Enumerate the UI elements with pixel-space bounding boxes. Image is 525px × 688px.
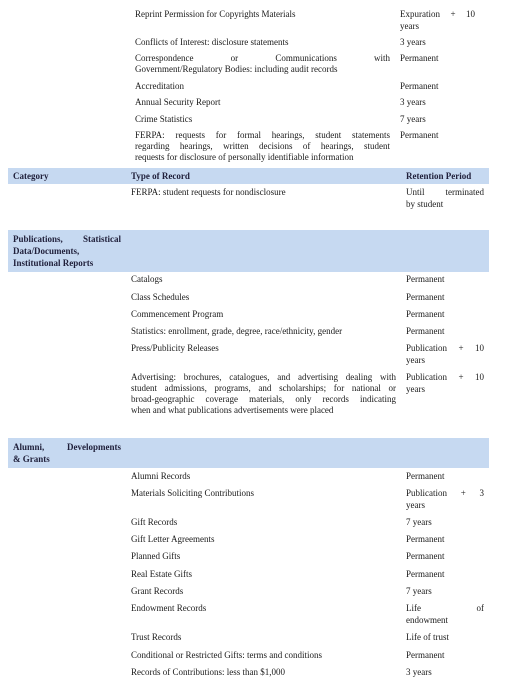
record-cell: Commencement Program bbox=[131, 309, 224, 319]
retention-cell: Permanent bbox=[400, 130, 439, 140]
retention-cell: Life of bbox=[406, 603, 484, 613]
retention-cell-cont: years bbox=[400, 21, 419, 31]
section-title-publications: Publications, Statistical bbox=[13, 234, 121, 244]
section-title-alumni: & Grants bbox=[13, 454, 50, 464]
record-cell: Crime Statistics bbox=[135, 114, 193, 124]
record-cell: Gift Records bbox=[131, 517, 178, 527]
retention-cell: Permanent bbox=[406, 650, 445, 660]
retention-cell: 7 years bbox=[400, 114, 426, 124]
record-cell-cont: student admissions, programs, and scholarships; for national or bbox=[131, 383, 396, 393]
record-cell: Endowment Records bbox=[131, 603, 207, 613]
record-cell: Records of Contributions: less than $1,000 bbox=[131, 667, 285, 677]
record-cell: Materials Soliciting Contributions bbox=[131, 488, 254, 498]
record-cell: Statistics: enrollment, grade, degree, race/ethnicity, gender bbox=[131, 326, 343, 336]
retention-cell: Permanent bbox=[406, 534, 445, 544]
record-cell: Catalogs bbox=[131, 274, 163, 284]
retention-cell: Permanent bbox=[400, 53, 439, 63]
record-cell: Trust Records bbox=[131, 632, 182, 642]
record-cell: Correspondence or Communications with bbox=[135, 53, 390, 63]
retention-cell: Permanent bbox=[400, 81, 439, 91]
record-cell: Press/Publicity Releases bbox=[131, 343, 219, 353]
retention-cell-cont: years bbox=[406, 384, 425, 394]
retention-cell-cont: by student bbox=[406, 199, 444, 209]
record-cell: Grant Records bbox=[131, 586, 184, 596]
retention-cell: Permanent bbox=[406, 551, 445, 561]
header-category: Category bbox=[13, 171, 49, 181]
retention-cell: Permanent bbox=[406, 274, 445, 284]
retention-cell: Permanent bbox=[406, 326, 445, 336]
record-cell-cont: regarding hearings, written decisions of hearings, student bbox=[135, 141, 390, 151]
retention-cell: Permanent bbox=[406, 471, 445, 481]
section-title-publications: Institutional Reports bbox=[13, 258, 94, 268]
retention-cell: Permanent bbox=[406, 569, 445, 579]
record-cell: Reprint Permission for Copyrights Materials bbox=[135, 9, 296, 19]
header-retention-period: Retention Period bbox=[406, 171, 472, 181]
retention-cell: 3 years bbox=[406, 667, 432, 677]
record-cell: Class Schedules bbox=[131, 292, 190, 302]
record-cell-cont: broad-geographic coverage materials, only records indicating bbox=[131, 394, 396, 404]
retention-cell: 3 years bbox=[400, 37, 426, 47]
retention-cell: 7 years bbox=[406, 586, 432, 596]
section-title-alumni: Alumni, Developments bbox=[13, 442, 121, 452]
retention-cell-cont: endowment bbox=[406, 615, 448, 625]
retention-cell: 3 years bbox=[400, 97, 426, 107]
retention-cell: Until terminated bbox=[406, 187, 484, 197]
retention-cell: Expuration + 10 bbox=[400, 9, 475, 19]
retention-cell: Publication + 3 bbox=[406, 488, 484, 498]
record-cell-cont: Government/Regulatory Bodies: including audit records bbox=[135, 64, 338, 74]
record-cell: Conditional or Restricted Gifts: terms and conditions bbox=[131, 650, 322, 660]
record-cell: Real Estate Gifts bbox=[131, 569, 192, 579]
record-cell: Annual Security Report bbox=[135, 97, 221, 107]
retention-cell-cont: years bbox=[406, 355, 425, 365]
record-cell: FERPA: requests for formal hearings, student statements bbox=[135, 130, 390, 140]
retention-cell: 7 years bbox=[406, 517, 432, 527]
section-title-publications: Data/Documents, bbox=[13, 246, 80, 256]
retention-cell: Publication + 10 bbox=[406, 372, 484, 382]
record-cell-cont: when and what publications advertisements were placed bbox=[131, 405, 334, 415]
record-cell: Conflicts of Interest: disclosure statements bbox=[135, 37, 289, 47]
header-type-of-record: Type of Record bbox=[131, 171, 190, 181]
record-cell: FERPA: student requests for nondisclosure bbox=[131, 187, 286, 197]
record-cell: Accreditation bbox=[135, 81, 184, 91]
record-cell: Advertising: brochures, catalogues, and advertising dealing with bbox=[131, 372, 396, 382]
record-cell: Gift Letter Agreements bbox=[131, 534, 215, 544]
retention-cell: Life of trust bbox=[406, 632, 449, 642]
retention-cell: Permanent bbox=[406, 292, 445, 302]
record-cell: Alumni Records bbox=[131, 471, 191, 481]
retention-cell-cont: years bbox=[406, 500, 425, 510]
record-cell: Planned Gifts bbox=[131, 551, 181, 561]
retention-cell: Publication + 10 bbox=[406, 343, 484, 353]
record-cell-cont: requests for disclosure of personally identifiable information bbox=[135, 152, 354, 162]
retention-cell: Permanent bbox=[406, 309, 445, 319]
